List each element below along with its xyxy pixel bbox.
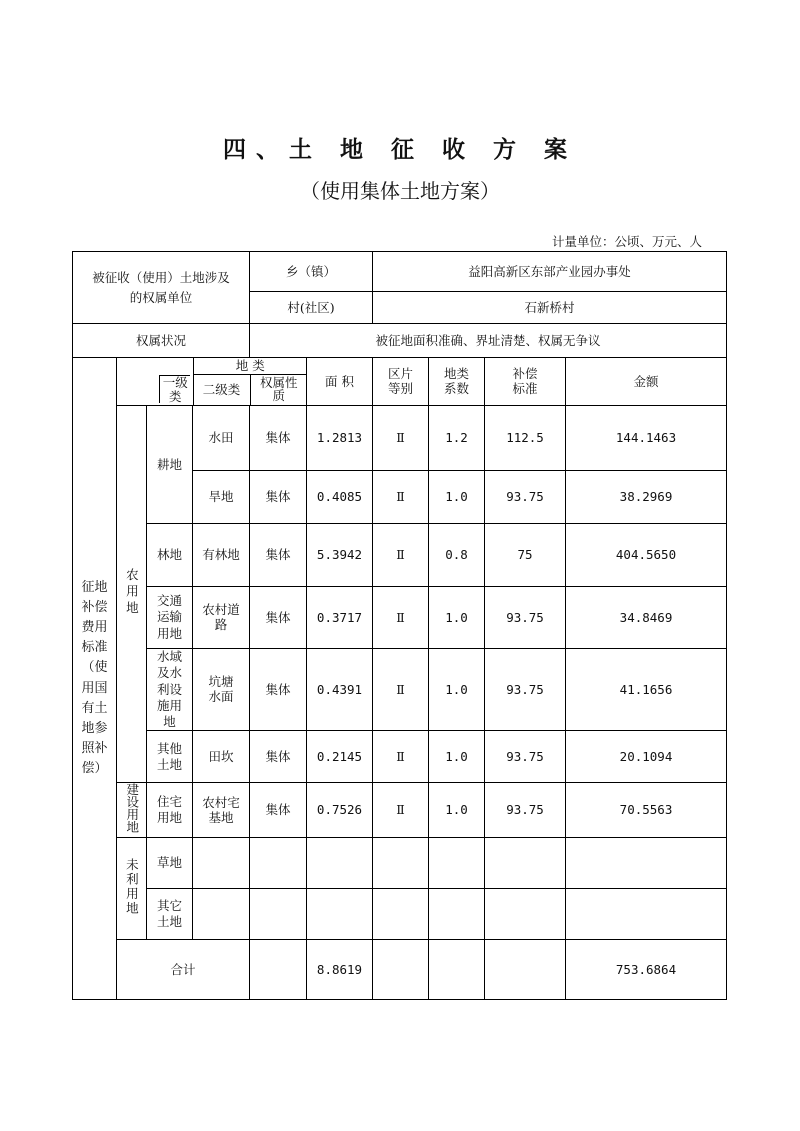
- comp-side-label-cell: [73, 358, 117, 1000]
- row-area: 5.3942: [307, 524, 373, 587]
- table-row: [73, 783, 727, 838]
- row-zone: Ⅱ: [373, 783, 429, 838]
- land-expropriation-table: [72, 251, 727, 1000]
- land-type-label: 地 类: [193, 358, 307, 374]
- group-agri: 农用地: [117, 406, 147, 783]
- level1-forest: 林地: [147, 524, 193, 587]
- row-coef: 1.0: [429, 471, 485, 524]
- level1-header: 一级类: [159, 375, 190, 404]
- amount-header: 金额: [566, 358, 727, 406]
- comp-side-label: 征地补偿费用标准（使用国有土地参照补偿）: [81, 579, 108, 777]
- level1-cultivated: 耕地: [147, 406, 193, 524]
- ownership-label: 权属状况: [73, 324, 250, 358]
- coef-header: 地类系数: [444, 366, 470, 397]
- row-level2: 农村宅基地: [202, 794, 240, 825]
- row-level2: 坑塘水面: [208, 674, 234, 705]
- village-label: 村(社区): [250, 292, 373, 324]
- zone-header: 区片等别: [388, 366, 414, 397]
- row-amount: 41.1656: [566, 649, 727, 731]
- row-level2: 有林地: [193, 524, 250, 587]
- table-row: [73, 731, 727, 783]
- row-nature: 集体: [250, 731, 307, 783]
- table-row: [73, 838, 727, 889]
- row-area: 0.7526: [307, 783, 373, 838]
- total-amount: 753.6864: [566, 940, 727, 1000]
- owner-label: 被征收（使用）土地涉及的权属单位: [92, 269, 230, 305]
- row-level2: 水田: [193, 406, 250, 471]
- total-label: 合计: [117, 940, 250, 1000]
- total-row: [73, 940, 727, 1000]
- group-unused: 未利用地: [117, 838, 147, 940]
- nature-header: 权属性质: [259, 374, 298, 404]
- level1-other: 其他土地: [156, 740, 182, 772]
- row-nature: 集体: [250, 587, 307, 649]
- village-value: 石新桥村: [373, 292, 727, 324]
- town-label: 乡（镇）: [250, 252, 373, 292]
- row-standard: 93.75: [485, 783, 566, 838]
- page-title: 四、土 地 征 收 方 案: [222, 137, 578, 163]
- area-header: 面 积: [307, 358, 373, 406]
- row-standard: 93.75: [485, 471, 566, 524]
- row-nature: 集体: [250, 783, 307, 838]
- row-standard: 93.75: [485, 649, 566, 731]
- group-construction: 建设用地: [117, 783, 147, 838]
- row-coef: 1.0: [429, 731, 485, 783]
- level2-header: 二级类: [193, 374, 250, 405]
- total-area: 8.8619: [307, 940, 373, 1000]
- row-zone: Ⅱ: [373, 406, 429, 471]
- row-zone: Ⅱ: [373, 524, 429, 587]
- row-area: 0.3717: [307, 587, 373, 649]
- level1-water: 水域及水利设施用地: [156, 649, 182, 729]
- row-coef: 1.0: [429, 649, 485, 731]
- level1-grass: 草地: [147, 838, 193, 889]
- table-row: [73, 406, 727, 471]
- table-row: [73, 587, 727, 649]
- row-amount: 70.5563: [566, 783, 727, 838]
- row-nature: 集体: [250, 471, 307, 524]
- land-type-header: [117, 358, 307, 406]
- row-zone: Ⅱ: [373, 649, 429, 731]
- level1-transport: 交通运输用地: [156, 593, 182, 641]
- row-amount: 404.5650: [566, 524, 727, 587]
- row-standard: 93.75: [485, 731, 566, 783]
- row-level2: 农村道路: [202, 602, 240, 633]
- row-coef: 1.2: [429, 406, 485, 471]
- ownership-value: 被征地面积准确、界址清楚、权属无争议: [250, 324, 727, 358]
- level1-residential: 住宅用地: [156, 794, 182, 826]
- row-area: 0.4391: [307, 649, 373, 731]
- row-amount: 38.2969: [566, 471, 727, 524]
- standard-header: 补偿标准: [512, 366, 538, 397]
- row-level2: 田坎: [193, 731, 250, 783]
- row-amount: 20.1094: [566, 731, 727, 783]
- row-nature: 集体: [250, 406, 307, 471]
- row-nature: 集体: [250, 649, 307, 731]
- page-subtitle: （使用集体土地方案）: [300, 179, 500, 203]
- unit-note: 计量单位：公顷、万元、人: [551, 234, 702, 249]
- row-coef: 1.0: [429, 783, 485, 838]
- row-coef: 1.0: [429, 587, 485, 649]
- level1-other-land: 其它土地: [156, 898, 182, 930]
- row-area: 1.2813: [307, 406, 373, 471]
- row-zone: Ⅱ: [373, 471, 429, 524]
- table-row: [73, 524, 727, 587]
- row-zone: Ⅱ: [373, 731, 429, 783]
- row-nature: 集体: [250, 524, 307, 587]
- owner-label-cell: [73, 252, 250, 324]
- row-standard: 93.75: [485, 587, 566, 649]
- row-level2: 旱地: [193, 471, 250, 524]
- row-amount: 144.1463: [566, 406, 727, 471]
- row-standard: 112.5: [485, 406, 566, 471]
- row-coef: 0.8: [429, 524, 485, 587]
- row-area: 0.2145: [307, 731, 373, 783]
- row-zone: Ⅱ: [373, 587, 429, 649]
- row-amount: 34.8469: [566, 587, 727, 649]
- town-value: 益阳高新区东部产业园办事处: [373, 252, 727, 292]
- table-row: [73, 889, 727, 940]
- table-row: [73, 649, 727, 731]
- row-area: 0.4085: [307, 471, 373, 524]
- row-standard: 75: [485, 524, 566, 587]
